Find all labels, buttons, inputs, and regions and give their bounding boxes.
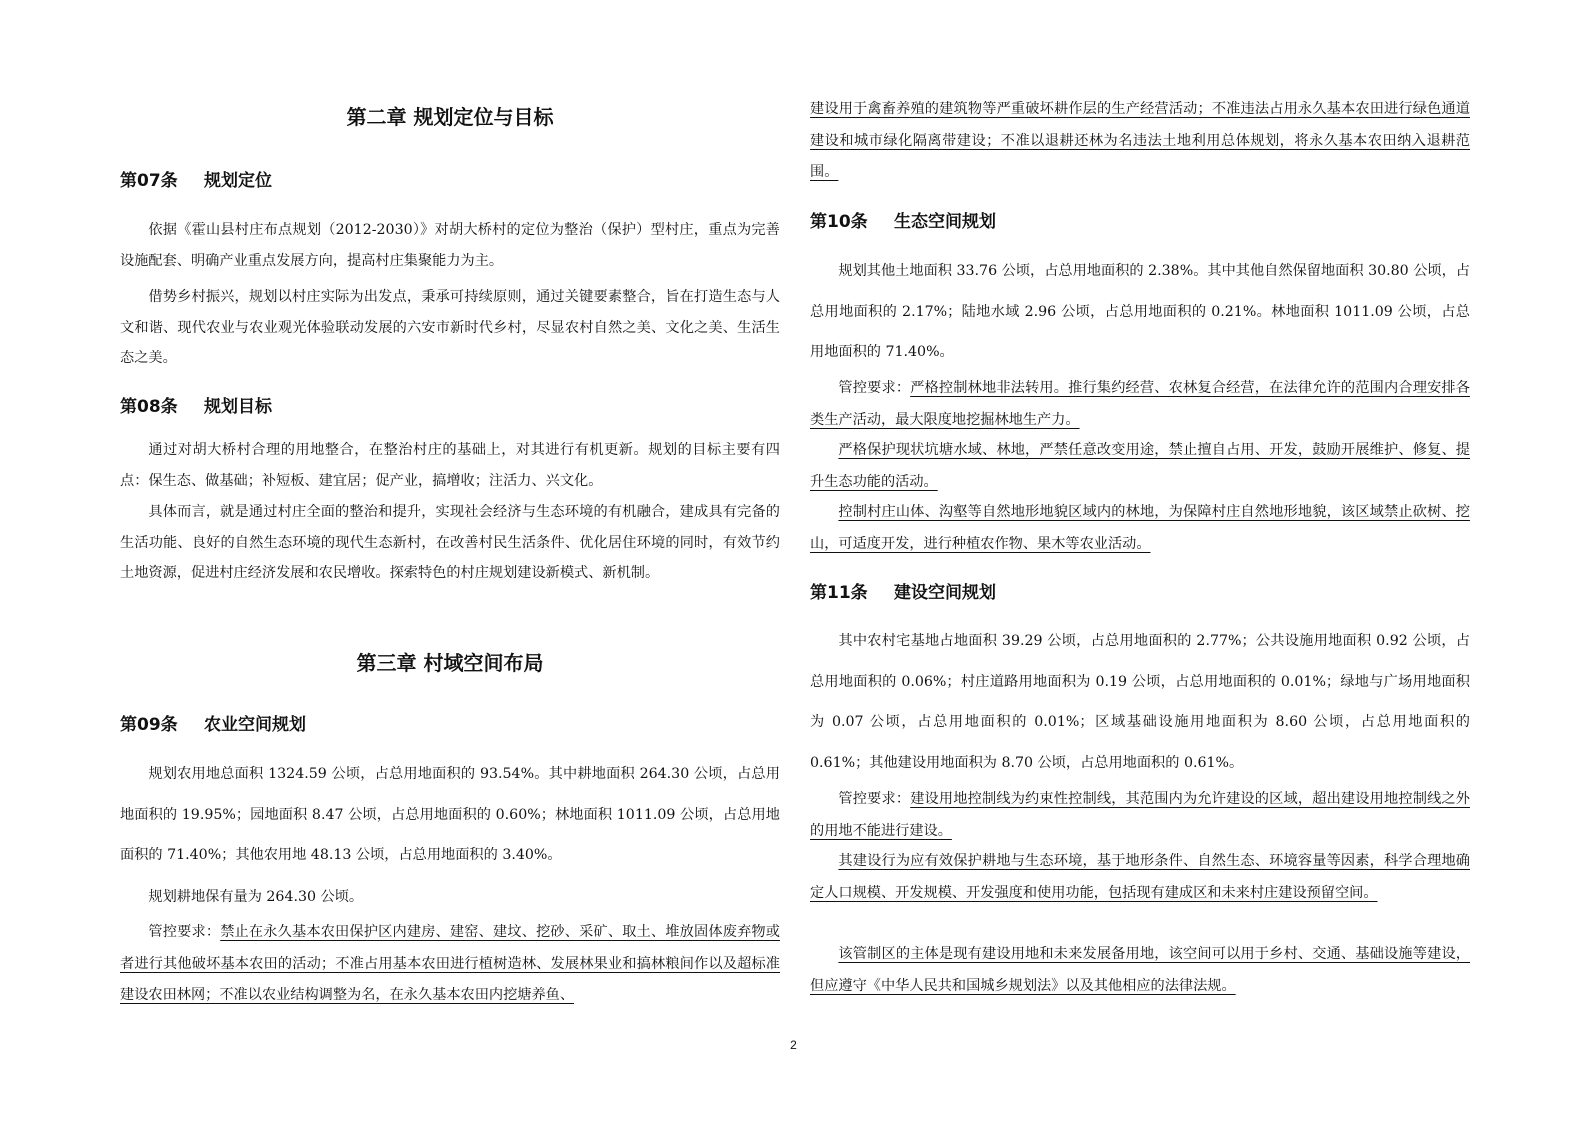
article-10-control-text: 严格控制林地非法转用。推行集约经营、农林复合经营，在法律允许的范围内合理安排各类生产活动，最大限度地挖掘林地生产力。 — [810, 380, 1470, 428]
article-09-title: 农业空间规划 — [204, 715, 306, 735]
chapter-2-title: 第二章 规划定位与目标 — [346, 105, 554, 129]
article-10-paragraph-4-text: 控制村庄山体、沟壑等自然地形地貌区域内的林地，为保障村庄自然地形地貌，该区域禁止砍树、挖山，可适度开发，进行种植农作物、果木等农业活动。 — [810, 504, 1470, 552]
article-09-control-continued — [810, 94, 1470, 189]
article-07-heading — [120, 166, 272, 191]
article-09-number: 第09条 — [120, 715, 178, 735]
article-10-title: 生态空间规划 — [894, 212, 996, 232]
chapter-3-title: 第三章 村域空间布局 — [356, 651, 544, 675]
article-09-control-text: 禁止在永久基本农田保护区内建房、建窑、建坟、挖砂、采矿、取土、堆放固体废弃物或者进行其他破坏基本农田的活动；不准占用基本农田进行植树造林、发展林果业和搞林粮间作以及超标准建设农田林网；不准以农业结构调整为名，在永久基本农田内挖塘养鱼、 — [120, 924, 780, 1003]
article-09-control-text-continued: 建设用于禽畜养殖的建筑物等严重破坏耕作层的生产经营活动；不准违法占用永久基本农田进行绿色通道建设和城市绿化隔离带建设；不准以退耕还林为名违法土地利用总体规划，将永久基本农田纳入退耕范围。 — [810, 101, 1470, 180]
article-11-title: 建设空间规划 — [894, 583, 996, 603]
article-10-paragraph-1: 规划其他土地面积 33.76 公顷，占总用地面积的 2.38%。其中其他自然保留地面积 30.80 公顷，占总用地面积的 2.17%；陆地水域 2.96 公顷，占总用地面积的 0.21%。林地面积 1011.09 公顷，占总用地面积的 71.40%。 — [810, 263, 1470, 360]
article-09-control-requirements — [120, 917, 780, 1012]
article-08-number: 第08条 — [120, 397, 178, 417]
page-number: 2 — [790, 1038, 797, 1052]
article-10-control-label: 管控要求： — [838, 380, 911, 396]
article-11-paragraph-4 — [810, 939, 1470, 1002]
article-07-paragraph-2: 借势乡村振兴，规划以村庄实际为出发点，秉承可持续原则，通过关键要素整合，旨在打造生态与人文和谐、现代农业与农业观光体验联动发展的六安市新时代乡村，尽显农村自然之美、文化之美、生活生态之美。 — [120, 289, 780, 366]
article-10-heading — [810, 207, 996, 232]
article-08-paragraph-2: 具体而言，就是通过村庄全面的整治和提升，实现社会经济与生态环境的有机融合，建成具有完备的生活功能、良好的自然生态环境的现代生态新村，在改善村民生活条件、优化居住环境的同时，有效节约土地资源，促进村庄经济发展和农民增收。探索特色的村庄规划建设新模式、新机制。 — [120, 504, 780, 581]
article-09-control-label: 管控要求： — [148, 924, 221, 940]
article-08-heading — [120, 392, 272, 417]
article-07-title: 规划定位 — [204, 171, 272, 191]
article-10-paragraph-4 — [810, 497, 1470, 560]
article-11-paragraph-4-text: 该管制区的主体是现有建设用地和未来发展备用地，该空间可以用于乡村、交通、基础设施等建设，但应遵守《中华人民共和国城乡规划法》以及其他相应的法律法规。 — [810, 946, 1470, 994]
article-10-number: 第10条 — [810, 212, 868, 232]
article-09-paragraph-2: 规划耕地保有量为 264.30 公顷。 — [148, 889, 364, 905]
article-10-control-requirements — [810, 373, 1470, 436]
article-11-paragraph-3-text: 其建设行为应有效保护耕地与生态环境，基于地形条件、自然生态、环境容量等因素，科学合理地确定人口规模、开发规模、开发强度和使用功能，包括现有建成区和未来村庄建设预留空间。 — [810, 853, 1470, 901]
article-10-paragraph-3-text: 严格保护现状坑塘水域、林地，严禁任意改变用途，禁止擅自占用、开发，鼓励开展维护、修复、提升生态功能的活动。 — [810, 442, 1470, 490]
article-11-paragraph-1: 其中农村宅基地占地面积 39.29 公顷，占总用地面积的 2.77%；公共设施用地面积 0.92 公顷，占总用地面积的 0.06%；村庄道路用地面积为 0.19 公顷，占总用地面积的 0.01%；绿地与广场用地面积为 0.07 公顷，占总用地面积的 0.01%；区域基础设施用地面积为 8.60 公顷，占总用地面积的 0.61%；其他建设用地面积为 8.70 公顷，占总用地面积的 0.61%。 — [810, 633, 1470, 771]
article-10-paragraph-3 — [810, 435, 1470, 498]
article-09-paragraph-1: 规划农用地总面积 1324.59 公顷，占总用地面积的 93.54%。其中耕地面积 264.30 公顷，占总用地面积的 19.95%；园地面积 8.47 公顷，占总用地面积的 0.60%；林地面积 1011.09 公顷，占总用地面积的 71.40%；其他农用地 48.13 公顷，占总用地面积的 3.40%。 — [120, 766, 780, 863]
article-11-number: 第11条 — [810, 583, 868, 603]
article-11-control-label: 管控要求： — [838, 791, 911, 807]
article-08-paragraph-1: 通过对胡大桥村合理的用地整合，在整治村庄的基础上，对其进行有机更新。规划的目标主要有四点：保生态、做基础；补短板、建宜居；促产业，搞增收；注活力、兴文化。 — [120, 442, 780, 489]
article-11-control-text: 建设用地控制线为约束性控制线，其范围内为允许建设的区域，超出建设用地控制线之外的用地不能进行建设。 — [810, 791, 1470, 839]
article-07-number: 第07条 — [120, 171, 178, 191]
article-11-control-requirements — [810, 784, 1470, 847]
article-11-paragraph-3 — [810, 846, 1470, 909]
article-07-paragraph-1: 依据《霍山县村庄布点规划（2012-2030）》对胡大桥村的定位为整治（保护）型村庄，重点为完善设施配套、明确产业重点发展方向，提高村庄集聚能力为主。 — [120, 222, 780, 269]
article-11-heading — [810, 578, 996, 603]
article-09-heading — [120, 710, 306, 735]
article-08-title: 规划目标 — [204, 397, 272, 417]
